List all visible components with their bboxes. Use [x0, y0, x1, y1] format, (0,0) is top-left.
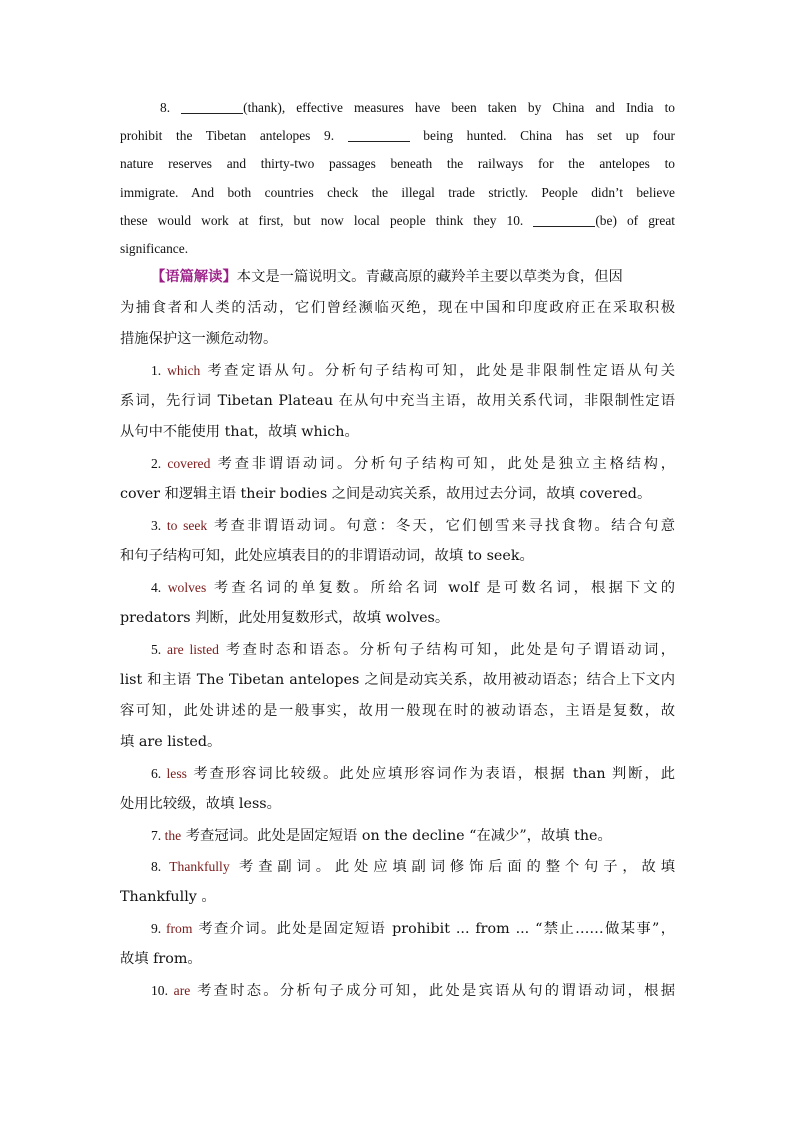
answer-item: 4. wolves 考查名词的单复数。所给名词 wolf 是可数名词，根据下文的 — [151, 580, 676, 596]
answer-item: 3. to seek 考查非谓语动词。句意：冬天，它们刨雪来寻找食物。结合句意 — [151, 518, 675, 534]
explanation-line: Thankfully 。 — [120, 889, 216, 905]
answer-word: to seek — [166, 518, 208, 533]
answer-word: less — [166, 766, 187, 781]
explanation-line: list 和主语 The Tibetan antelopes 之间是动宾关系，故用被动语态；结合上下文内 — [120, 672, 675, 688]
answer-item: 2. covered 考查非谓语动词。分析句子结构可知，此处是独立主格结构， — [151, 456, 676, 472]
passage-line: these would work at first, but now local people think they 10. (be) of great — [120, 212, 675, 228]
explanation-line: cover 和逻辑主语 their bodies 之间是动宾关系，故用过去分词，故填 covered。 — [120, 486, 652, 502]
answer-word: Thankfully — [169, 859, 230, 874]
answer-word: wolves — [167, 580, 207, 595]
passage-line: nature reserves and thirty-two passages beneath the railways for the antelopes to — [120, 156, 675, 172]
explanation-line: 故填 from。 — [120, 951, 202, 967]
passage-line: significance. — [120, 240, 189, 256]
answer-blank-9 — [348, 127, 410, 142]
answer-item: 5. are listed 考查时态和语态。分析句子结构可知，此处是句子谓语动词， — [151, 642, 676, 658]
analysis-intro: 措施保护这一濒危动物。 — [120, 331, 278, 347]
answer-word: the — [164, 828, 182, 843]
passage-line: prohibit the Tibetan antelopes 9. being hunted. China has set up four — [120, 128, 676, 144]
answer-word: which — [167, 363, 201, 378]
section-tag: 【语篇解读】 — [151, 269, 237, 285]
analysis-intro: 【语篇解读】本文是一篇说明文。青藏高原的藏羚羊主要以草类为食，但因 — [151, 269, 623, 285]
explanation-line: 处用比较级，故填 less。 — [120, 796, 281, 812]
answer-item: 1. which 考查定语从句。分析句子结构可知，此处是非限制性定语从句关 — [151, 363, 676, 379]
answer-item: 6. less 考查形容词比较级。此处应填形容词作为表语，根据 than 判断，此 — [151, 766, 676, 782]
analysis-intro: 为捕食者和人类的活动，它们曾经濒临灭绝，现在中国和印度政府正在采取积极 — [120, 300, 675, 316]
answer-item: 10. are 考查时态。分析句子成分可知，此处是宾语从句的谓语动词，根据 — [151, 983, 676, 999]
analysis-section — [120, 262, 675, 1006]
explanation-line: 系词，先行词 Tibetan Plateau 在从句中充当主语，故用关系代词，非限制性定语 — [120, 393, 675, 409]
explanation-line: 和句子结构可知，此处应填表目的的非谓语动词，故填 to seek。 — [120, 548, 534, 564]
answer-word: are listed — [167, 642, 219, 657]
explanation-line: 容可知，此处讲述的是一般事实，故用一般现在时的被动语态，主语是复数，故 — [120, 703, 675, 719]
answer-item: 7. the 考查冠词。此处是固定短语 on the decline “在减少”，故填 the。 — [151, 828, 612, 844]
passage-line: 8. (thank), effective measures have been taken by China and India to — [160, 100, 676, 115]
passage-line: immigrate. And both countries check the illegal trade strictly. People didn’t believe — [120, 184, 675, 200]
answer-blank-10 — [533, 212, 595, 227]
answer-word: from — [165, 921, 193, 936]
explanation-line: 填 are listed。 — [120, 734, 222, 750]
explanation-line: 从句中不能使用 that，故填 which。 — [120, 424, 359, 440]
answer-item: 8. Thankfully 考查副词。此处应填副词修饰后面的整个句子，故填 — [151, 859, 675, 875]
answer-blank-8 — [181, 99, 243, 114]
answer-item: 9. from 考查介词。此处是固定短语 prohibit ... from ... “禁止……做某事”， — [151, 921, 676, 937]
passage-text — [120, 94, 675, 263]
answer-word: covered — [167, 456, 211, 471]
answer-word: are — [173, 983, 191, 998]
explanation-line: predators 判断，此处用复数形式，故填 wolves。 — [120, 610, 450, 626]
